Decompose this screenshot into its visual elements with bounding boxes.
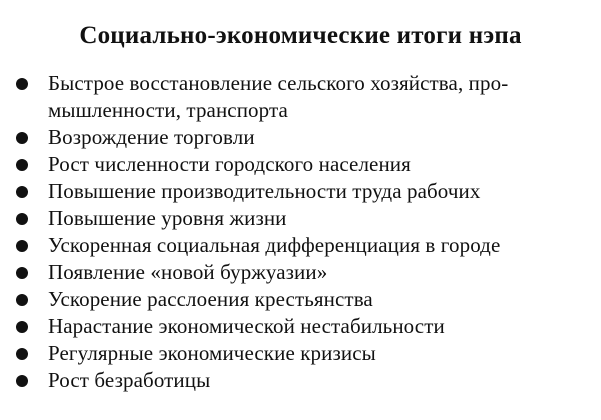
bullet-icon [16,240,28,252]
list-item-text: Повышение уровня жизни [48,206,287,230]
list-item [14,151,584,178]
list-item-text: Быстрое восстановление сельского хозяйства, про- мышленности, транспорта [48,71,509,122]
list-item-text: Ускорение расслоения крестьянства [48,287,373,311]
list-item-text: Ускоренная социальная дифференциация в городе [48,233,501,257]
list-item-text: Нарастание экономической нестабильности [48,314,445,338]
list-item-text: Регулярные экономические кризисы [48,341,376,365]
bullet-icon [16,375,28,387]
bullet-icon [16,213,28,225]
list-item-text: Рост численности городского населения [48,152,411,176]
list-item [14,124,584,151]
bullet-icon [16,267,28,279]
list-item [14,178,584,205]
bullet-icon [16,159,28,171]
page-title: Социально-экономические итоги нэпа [79,22,522,49]
bullet-icon [16,78,28,90]
list-item-text: Повышение производительности труда рабочих [48,179,481,203]
list-item-text: Появление «новой буржуазии» [48,260,328,284]
bullet-icon [16,294,28,306]
bullet-icon [16,348,28,360]
bullet-list [14,70,584,394]
bullet-icon [16,186,28,198]
list-item [14,232,584,259]
list-item [14,367,584,394]
list-item-text: Рост безработицы [48,368,211,392]
list-item [14,340,584,367]
list-item [14,205,584,232]
bullet-icon [16,132,28,144]
bullet-icon [16,321,28,333]
list-item [14,313,584,340]
list-item [14,286,584,313]
list-item [14,259,584,286]
list-item [14,70,584,124]
list-item-text: Возрождение торговли [48,125,255,149]
